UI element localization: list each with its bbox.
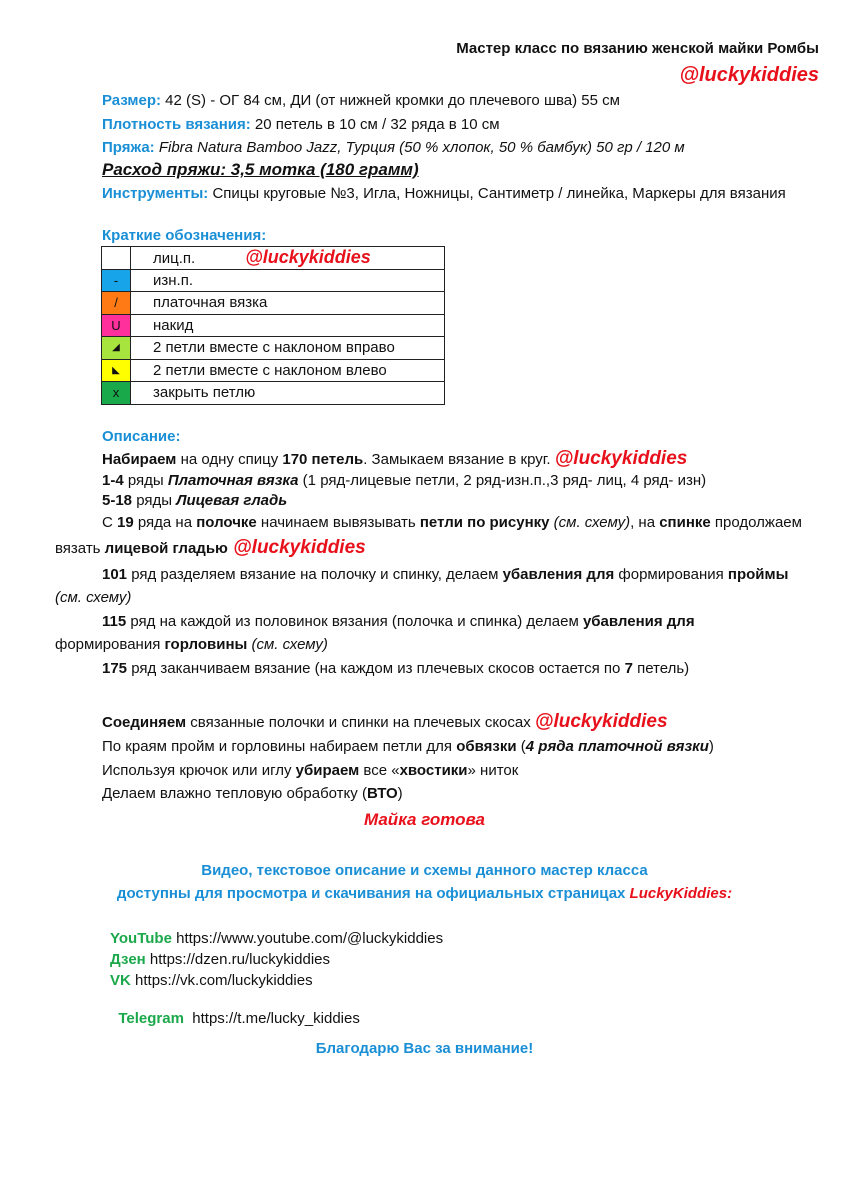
- desc-paragraph-6a: 115 ряд на каждой из половинок вязания (полочка и спинка) делаем убавления для: [102, 613, 695, 630]
- yarn-line: [102, 139, 685, 156]
- desc-paragraph-5b: (см. схему): [55, 589, 132, 606]
- youtube-url[interactable]: https://www.youtube.com/@luckykiddies: [171, 930, 444, 947]
- vk-url[interactable]: https://vk.com/luckykiddies: [130, 972, 313, 989]
- legend-label: закрыть петлю: [131, 382, 445, 405]
- legend-symbol: U: [102, 314, 131, 337]
- dzen-label: Дзен: [110, 951, 146, 968]
- legend-row: [102, 359, 445, 382]
- legend-symbol: [102, 247, 131, 270]
- link-vk[interactable]: [110, 972, 313, 989]
- desc-paragraph-1: Набираем на одну спицу 170 петель. Замыкаем вязание в круг. @luckykiddies: [102, 448, 688, 469]
- footer-line-2: доступны для просмотра и скачивания на официальных страницах LuckyKiddies:: [116, 885, 733, 902]
- desc-paragraph-2: 1-4 ряды Платочная вязка (1 ряд-лицевые петли, 2 ряд-изн.п.,3 ряд- лиц, 4 ряд- изн): [102, 472, 707, 489]
- size-label: Размер:: [102, 92, 162, 109]
- legend-row: [102, 337, 445, 360]
- density-label: Плотность вязания:: [102, 116, 251, 133]
- desc-brand: @luckykiddies: [227, 537, 366, 558]
- desc-paragraph-8: Соединяем связанные полочки и спинки на плечевых скосах @luckykiddies: [102, 711, 668, 732]
- desc-paragraph-11: Делаем влажно тепловую обработку (ВТО): [102, 785, 403, 802]
- yarn-label: Пряжа:: [102, 139, 155, 156]
- link-youtube[interactable]: [110, 930, 443, 947]
- desc-paragraph-6b: формирования горловины (см. схему): [55, 636, 328, 653]
- density-line: [102, 116, 500, 133]
- yarn-value: Fibra Natura Bamboo Jazz, Турция (50 % хлопок, 50 % бамбук) 50 гр / 120 м: [154, 139, 685, 156]
- dzen-url[interactable]: https://dzen.ru/luckykiddies: [145, 951, 330, 968]
- desc-paragraph-4b: вязать лицевой гладью @luckykiddies: [55, 537, 366, 558]
- telegram-url[interactable]: https://t.me/lucky_kiddies: [183, 1010, 360, 1027]
- tools-line: [102, 185, 786, 202]
- legend-symbol: x: [102, 382, 131, 405]
- footer-line-1: Видео, текстовое описание и схемы данного мастер класса: [201, 862, 648, 879]
- legend-symbol: -: [102, 269, 131, 292]
- legend-row: [102, 292, 445, 315]
- footer-brand: LuckyKiddies:: [629, 885, 733, 902]
- density-value: 20 петель в 10 см / 32 ряда в 10 см: [250, 116, 500, 133]
- legend-row: [102, 247, 445, 270]
- youtube-label: YouTube: [110, 930, 172, 947]
- desc-paragraph-3: 5-18 ряды Лицевая гладь: [102, 492, 288, 509]
- legend-heading: Краткие обозначения:: [102, 227, 267, 244]
- size-line: [102, 92, 620, 109]
- legend-label: изн.п.: [131, 269, 445, 292]
- legend-symbol: ◣: [102, 359, 131, 382]
- legend-label: 2 петли вместе с наклоном вправо: [131, 337, 445, 360]
- description-heading: Описание:: [102, 428, 181, 445]
- desc-paragraph-10: Используя крючок или иглу убираем все «хвостики» ниток: [102, 762, 519, 779]
- tools-label: Инструменты:: [102, 185, 209, 202]
- desc-paragraph-4a: С 19 ряда на полочке начинаем вывязывать петли по рисунку (см. схему), на спинке продолжаем: [102, 514, 802, 531]
- finished-heading: Майка готова: [363, 810, 486, 829]
- legend-row: [102, 269, 445, 292]
- link-dzen[interactable]: [110, 951, 330, 968]
- link-telegram[interactable]: [110, 993, 360, 1027]
- thanks-line: Благодарю Вас за внимание!: [315, 1040, 534, 1057]
- desc-brand: @luckykiddies: [534, 711, 668, 732]
- legend-label: 2 петли вместе с наклоном влево: [131, 359, 445, 382]
- legend-label: платочная вязка: [131, 292, 445, 315]
- desc-brand: @luckykiddies: [554, 448, 688, 469]
- legend-row: [102, 382, 445, 405]
- legend-brand: @luckykiddies: [245, 247, 371, 268]
- vk-label: VK: [110, 972, 131, 989]
- yarn-consumption: Расход пряжи: 3,5 мотка (180 грамм): [102, 160, 419, 179]
- document-title: Мастер класс по вязанию женской майки Ромбы: [456, 40, 819, 57]
- brand-tag: @luckykiddies: [679, 64, 819, 86]
- legend-table: [101, 246, 445, 405]
- legend-row: [102, 314, 445, 337]
- telegram-label: Telegram: [118, 1010, 184, 1027]
- desc-paragraph-9: По краям пройм и горловины набираем петли для обвязки (4 ряда платочной вязки): [102, 738, 714, 755]
- desc-paragraph-5a: 101 ряд разделяем вязание на полочку и спинку, делаем убавления для формирования проймы: [102, 566, 789, 583]
- legend-symbol: /: [102, 292, 131, 315]
- legend-symbol: ◢: [102, 337, 131, 360]
- legend-label: лиц.п. @luckykiddies: [131, 247, 445, 270]
- legend-label: накид: [131, 314, 445, 337]
- size-value: 42 (S) - ОГ 84 см, ДИ (от нижней кромки до плечевого шва) 55 см: [161, 92, 620, 109]
- tools-value: Спицы круговые №3, Игла, Ножницы, Сантиметр / линейка, Маркеры для вязания: [208, 185, 786, 202]
- desc-paragraph-7: 175 ряд заканчиваем вязание (на каждом из плечевых скосов остается по 7 петель): [102, 660, 690, 677]
